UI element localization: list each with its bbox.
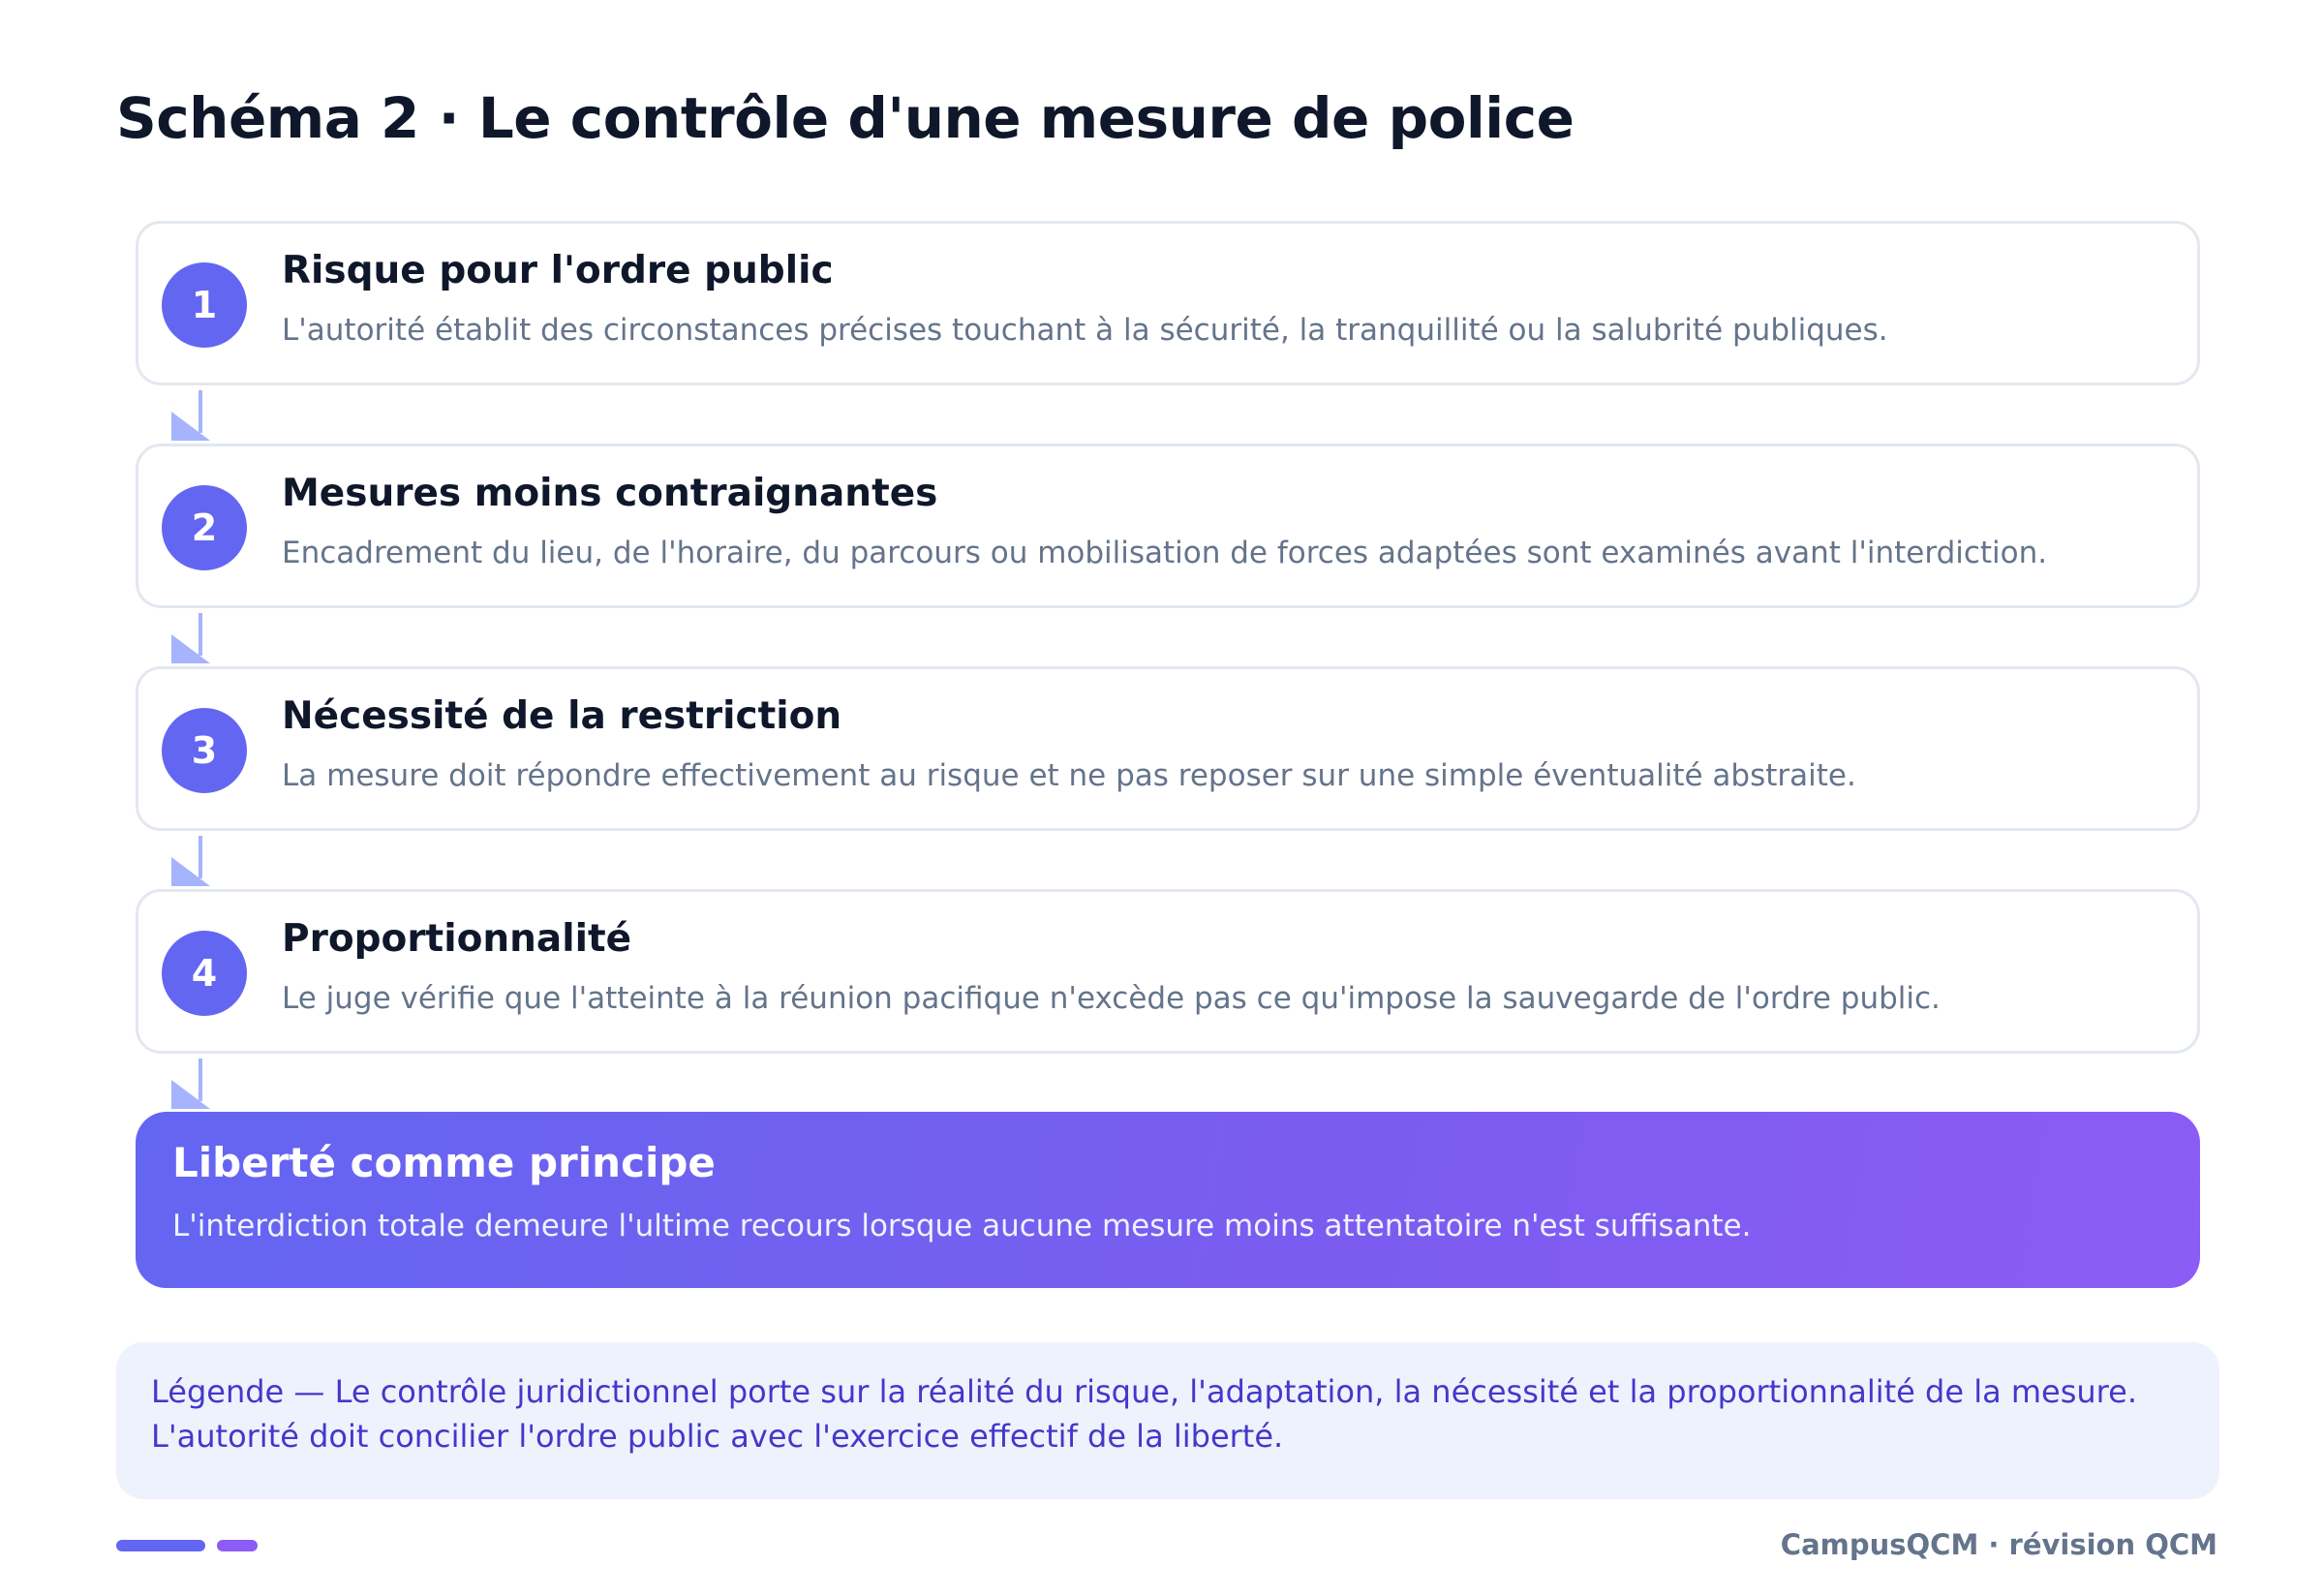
conclusion-card [136,1112,2200,1288]
legend-line: L'autorité doit concilier l'ordre public avec l'exercice effectif de la liberté. [151,1418,1284,1455]
step-card-4 [136,889,2200,1054]
step-description: Le juge vérifie que l'atteinte à la réunion pacifique n'excède pas ce qu'impose la sauvegarde de l'ordre public. [282,981,1941,1016]
step-card-3 [136,666,2200,831]
step-title: Mesures moins contraignantes [282,472,938,515]
step-card-2 [136,444,2200,608]
step-description: Encadrement du lieu, de l'horaire, du parcours ou mobilisation de forces adaptées sont examinés avant l'interdiction. [282,536,2048,570]
step-number-badge: 2 [162,485,247,570]
step-number-badge: 4 [162,931,247,1016]
down-arrow-icon [171,613,210,663]
step-title: Nécessité de la restriction [282,694,842,738]
step-description: La mesure doit répondre effectivement au risque et ne pas reposer sur une simple éventualité abstraite. [282,758,1856,793]
legend-box [116,1342,2219,1499]
step-title: Risque pour l'ordre public [282,249,834,292]
legend-line: Légende — Le contrôle juridictionnel porte sur la réalité du risque, l'adaptation, la nécessité et la proportionnalité de la mesure. [151,1373,2137,1410]
step-card-1 [136,221,2200,385]
down-arrow-icon [171,836,210,886]
step-number-badge: 3 [162,708,247,793]
step-number-badge: 1 [162,262,247,348]
footer-brand: CampusQCM · révision QCM [1780,1528,2217,1561]
step-list [136,221,2200,1054]
footer-accent-bar-small [217,1540,258,1551]
step-description: L'autorité établit des circonstances précises touchant à la sécurité, la tranquillité ou la salubrité publiques. [282,313,1888,348]
down-arrow-icon [171,1059,210,1109]
conclusion-title: Liberté comme principe [172,1139,716,1186]
down-arrow-icon [171,390,210,441]
footer-accent-bar [116,1540,205,1551]
step-title: Proportionnalité [282,917,632,961]
page-title: Schéma 2 · Le contrôle d'une mesure de police [116,85,1575,151]
conclusion-description: L'interdiction totale demeure l'ultime recours lorsque aucune mesure moins attentatoire n'est suffisante. [172,1209,1752,1243]
